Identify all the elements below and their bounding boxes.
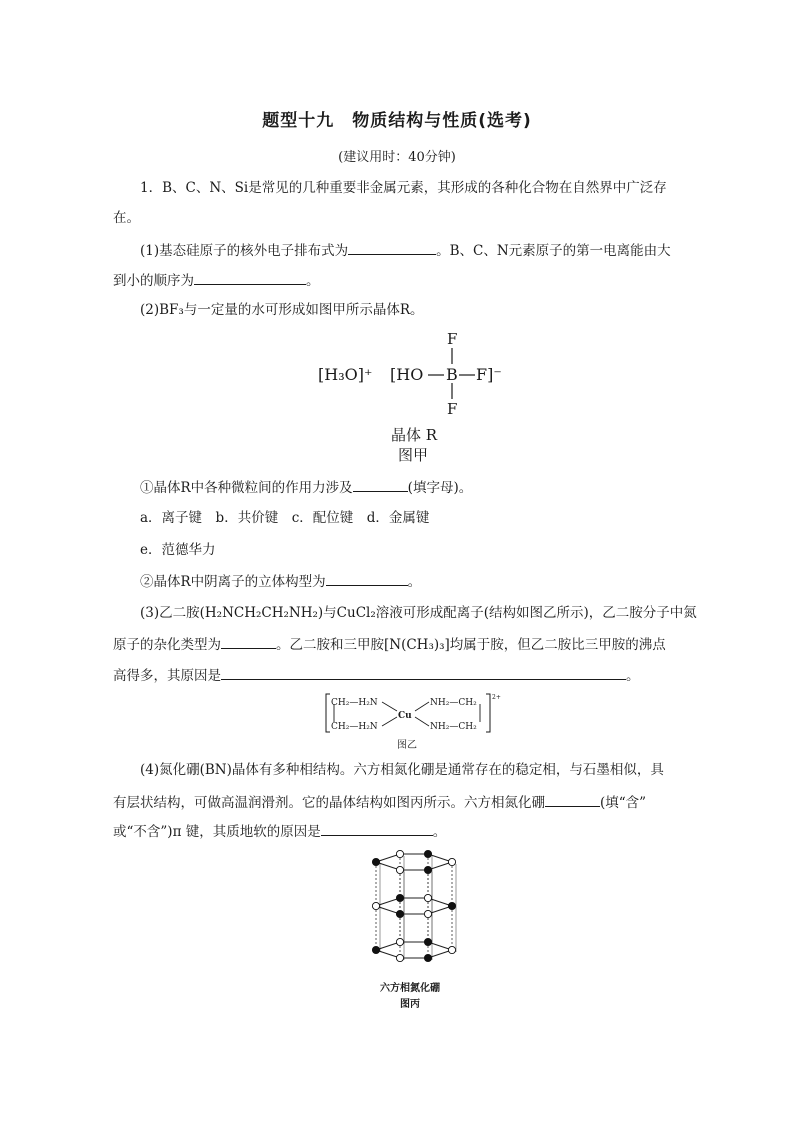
- fluorine-bottom: F: [447, 400, 458, 418]
- bn-lattice: [372, 850, 456, 961]
- complex-charge: 2+: [492, 694, 501, 701]
- right-top-group: NH₂—CH₂: [430, 698, 477, 708]
- answer-blank-electron-config[interactable]: [348, 240, 436, 255]
- answer-blank-ionization-order[interactable]: [194, 270, 306, 285]
- part2-line1: (2)BF₃与一定量的水可形成如图甲所示晶体R。: [140, 302, 424, 318]
- nitrogen-atom: [396, 866, 403, 873]
- options-line1: a．离子键 b．共价键 c．配位键 d．金属键: [140, 510, 430, 526]
- nitrogen-atom: [396, 954, 403, 961]
- part4-line2: [113, 792, 646, 813]
- answer-blank-soft-reason[interactable]: [321, 821, 433, 836]
- page-title: 题型十九 物质结构与性质(选考): [262, 111, 532, 131]
- part1-line1: [140, 240, 671, 261]
- part1-text-d: 。: [306, 273, 320, 289]
- copper-center: Cu: [398, 711, 412, 721]
- answer-blank-hybridization[interactable]: [221, 634, 276, 649]
- part2-q2: [140, 571, 421, 592]
- question-intro-line2: 在。: [113, 210, 140, 226]
- coord-bond-2: [382, 717, 397, 726]
- coord-bond-4: [415, 717, 429, 726]
- part1-line2: [113, 270, 320, 291]
- hexagonal-layer: [376, 898, 452, 914]
- answer-blank-pi-bond[interactable]: [545, 792, 600, 807]
- part4-text-a: 有层状结构，可做高温润滑剂。它的晶体结构如图丙所示。六方相氮化硼: [113, 795, 545, 811]
- bracket-right: [486, 694, 490, 732]
- nitrogen-atom: [448, 858, 455, 865]
- boron-atom: [424, 866, 431, 873]
- nitrogen-atom: [448, 946, 455, 953]
- part3-text-a: 原子的杂化类型为: [113, 637, 221, 653]
- part4-text-c: 或“不含”)π 键，其质地软的原因是: [113, 824, 321, 840]
- nitrogen-atom: [396, 850, 403, 857]
- nitrogen-atom: [372, 902, 379, 909]
- part2-q1-text-a: ①晶体R中各种微粒间的作用力涉及: [140, 480, 353, 496]
- left-top-group: CH₂—H₂N: [331, 698, 378, 708]
- hexagonal-layer: [376, 854, 452, 870]
- figure-jia-caption: 图甲: [398, 446, 429, 462]
- hexagonal-layer: [376, 942, 452, 958]
- part4-line3: [113, 821, 446, 842]
- part1-text-c: 到小的顺序为: [113, 273, 194, 289]
- part2-q1: [140, 477, 472, 498]
- left-bottom-group: CH₂—H₂N: [331, 722, 378, 732]
- right-bottom-group: NH₂—CH₂: [430, 722, 477, 732]
- part1-text-b: 。B、C、N元素原子的第一电离能由大: [436, 243, 671, 259]
- part3-line3: [113, 665, 640, 686]
- figure-yi-caption: 图乙: [397, 740, 417, 751]
- anion-ho: [HO: [390, 365, 424, 384]
- fluorine-top: F: [447, 330, 458, 348]
- figure-jia-label: 晶体 R: [391, 426, 438, 444]
- part4-line1: (4)氮化硼(BN)晶体有多种相结构。六方相氮化硼是通常存在的稳定相，与石墨相似，具: [140, 762, 664, 778]
- part2-q1-text-b: (填字母)。: [407, 480, 473, 496]
- figure-jia: [310, 330, 520, 462]
- answer-blank-boiling-reason[interactable]: [221, 665, 626, 680]
- part3-text-b: 。乙二胺和三甲胺[N(CH₃)₃]均属于胺，但乙二胺比三甲胺的沸点: [276, 637, 666, 653]
- nitrogen-atom: [396, 938, 403, 945]
- cation-h3o: [H₃O]⁺: [318, 365, 373, 384]
- part2-q2-text-b: 。: [407, 574, 422, 590]
- part2-q2-text-a: ②晶体R中阴离子的立体构型为: [140, 574, 326, 590]
- nitrogen-atom: [424, 910, 431, 917]
- figure-yi: [322, 690, 502, 752]
- boron-atom: [396, 894, 403, 901]
- coord-bond-3: [415, 702, 429, 711]
- boron-atom: B: [446, 365, 458, 384]
- boron-atom: [372, 946, 379, 953]
- boron-atom: [424, 850, 431, 857]
- bracket-left: [326, 694, 330, 732]
- part4-text-d: 。: [432, 824, 447, 840]
- part3-text-d: 。: [626, 668, 640, 684]
- boron-atom: [448, 902, 455, 909]
- part4-text-b: (填“含”: [600, 795, 647, 811]
- part3-text-c: 高得多，其原因是: [113, 668, 221, 684]
- nitrogen-atom: [424, 894, 431, 901]
- figure-bing: [348, 848, 472, 1013]
- part1-text-a: (1)基态硅原子的核外电子排布式为: [140, 243, 349, 259]
- fluorine-right: F]⁻: [476, 365, 502, 384]
- part3-line2: [113, 634, 666, 655]
- figure-bing-label: 六方相氮化硼: [380, 983, 440, 994]
- answer-blank-forces[interactable]: [353, 477, 408, 492]
- boron-atom: [372, 858, 379, 865]
- figure-bing-caption: 图丙: [400, 999, 420, 1010]
- boron-atom: [396, 910, 403, 917]
- options-line2: e．范德华力: [140, 542, 216, 558]
- page-subtitle: (建议用时：40分钟): [338, 150, 456, 165]
- answer-blank-anion-shape[interactable]: [326, 571, 408, 586]
- part3-line1: (3)乙二胺(H₂NCH₂CH₂NH₂)与CuCl₂溶液可形成配离子(结构如图乙所示)，乙二胺分子中氮: [140, 605, 697, 621]
- question-intro-line1: 1．B、C、N、Si是常见的几种重要非金属元素，其形成的各种化合物在自然界中广泛存: [140, 180, 667, 196]
- boron-atom: [424, 954, 431, 961]
- coord-bond-1: [382, 702, 397, 711]
- boron-atom: [424, 938, 431, 945]
